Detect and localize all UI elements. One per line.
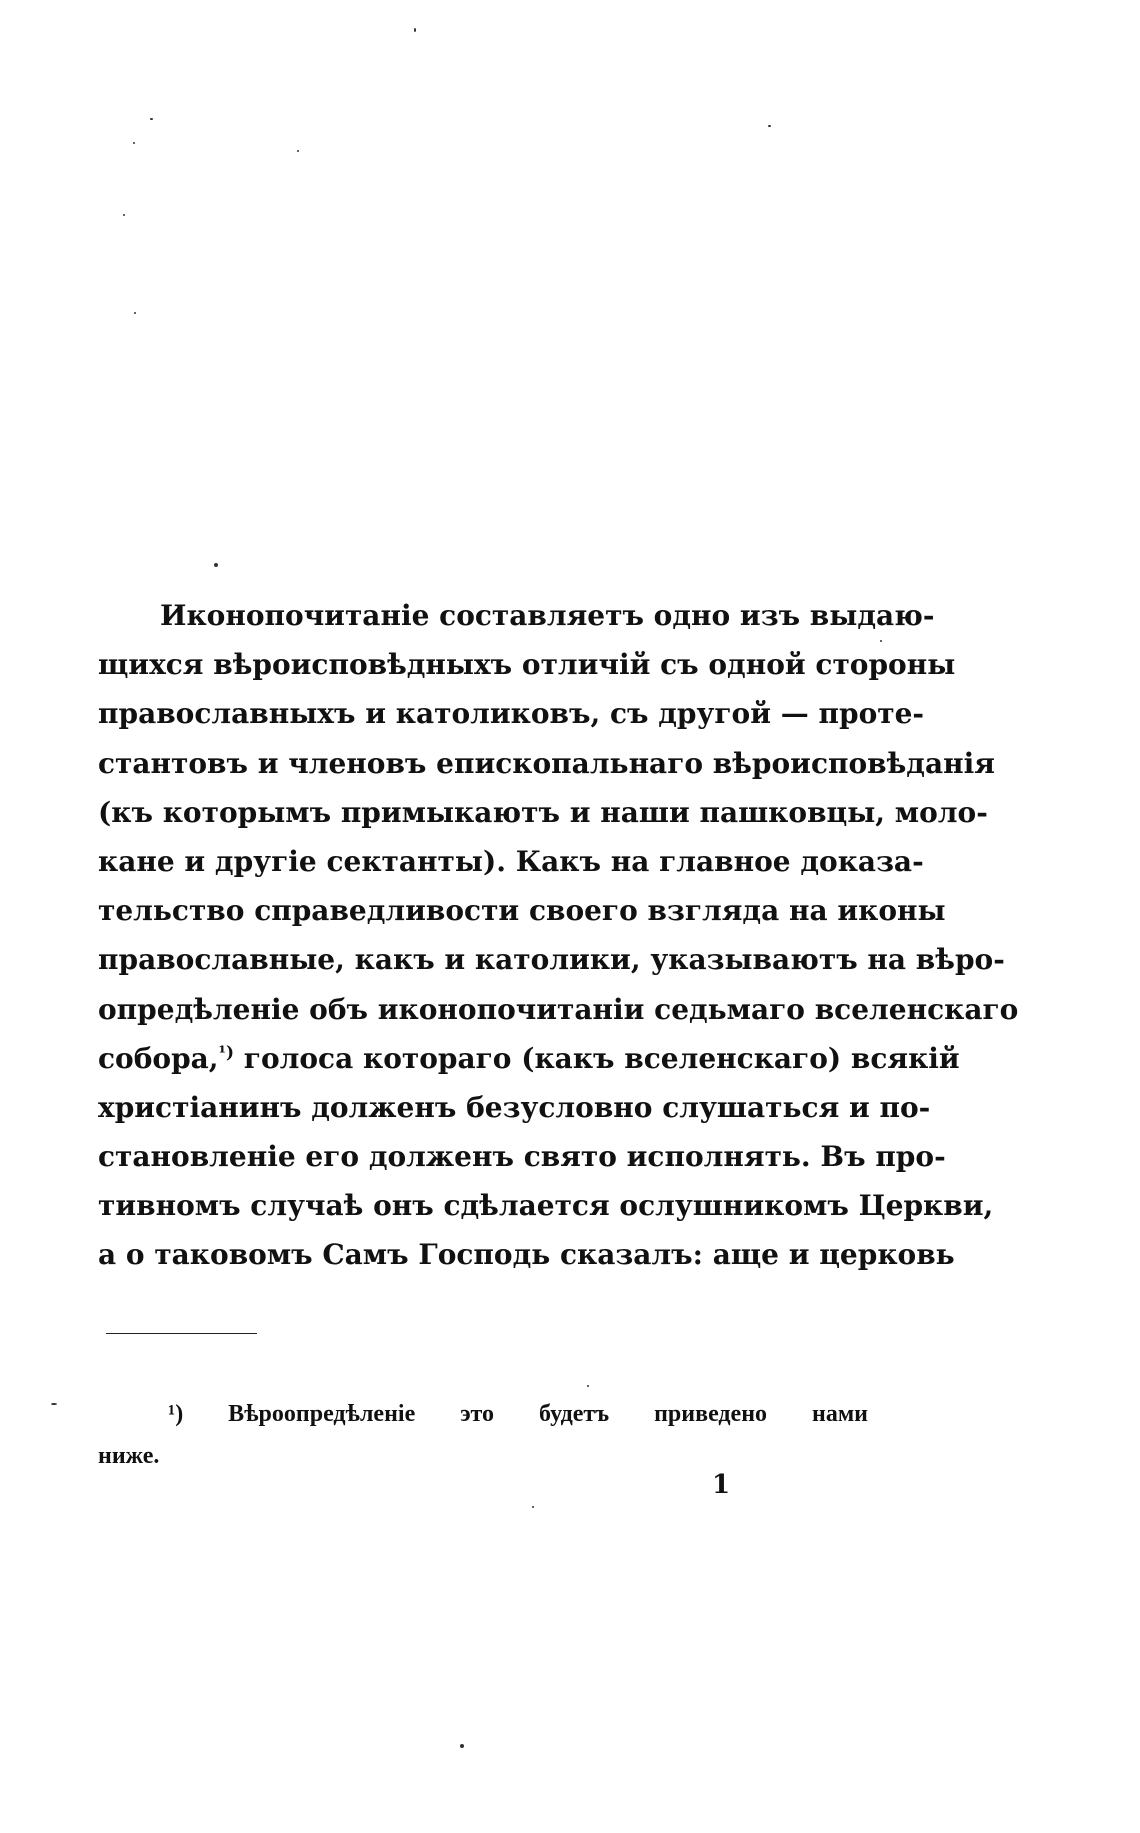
footnote — [98, 1393, 868, 1477]
text-line: щихся вѣроисповѣдныхъ отличій съ одной стороны — [98, 648, 956, 682]
text-line: кане и другіе сектанты). Какъ на главное доказа- — [98, 844, 924, 878]
scan-speck — [134, 312, 136, 314]
text-line: православные, какъ и католики, указываютъ на вѣро- — [98, 943, 1005, 977]
text-fragment: собора, — [98, 1041, 219, 1075]
scan-speck — [880, 640, 882, 642]
scan-speck — [214, 563, 218, 567]
text-line: тивномъ случаѣ онъ сдѣлается ослушникомъ Церкви, — [98, 1189, 994, 1223]
footnote-line: ¹) Вѣроопредѣленіе это будетъ приведено нами — [168, 1401, 868, 1427]
text-line: стантовъ и членовъ епископальнаго вѣроисповѣданія — [98, 746, 995, 780]
scan-speck — [414, 28, 416, 32]
scan-speck — [150, 118, 153, 120]
scan-speck — [587, 1385, 589, 1387]
footnote-divider — [106, 1333, 257, 1334]
text-line: (къ которымъ примыкаютъ и наши пашковцы, моло- — [98, 795, 988, 829]
text-line: Иконопочитаніе составляетъ одно изъ выдаю- — [160, 599, 935, 632]
text-fragment: голоса котораго (какъ вселенскаго) всякій — [243, 1041, 960, 1075]
text-line — [98, 1034, 960, 1083]
scan-speck — [532, 1506, 534, 1508]
text-line: а о таковомъ Самъ Господь сказалъ: аще и церковь — [98, 1238, 955, 1272]
text-line: тельство справедливости своего взгляда на иконы — [98, 894, 946, 928]
text-line: становленіе его долженъ свято исполнять. Въ про- — [98, 1140, 946, 1174]
text-line: опредѣленіе объ иконопочитаніи седьмаго вселенскаго — [98, 992, 1019, 1026]
footnote-reference: ¹) — [218, 1042, 235, 1063]
page-number: 1 — [712, 1470, 731, 1500]
scan-speck — [297, 150, 299, 152]
scan-speck — [768, 125, 771, 127]
scan-speck — [51, 1403, 57, 1405]
scan-speck — [460, 1744, 464, 1748]
main-paragraph — [98, 591, 1019, 1280]
text-line: христіанинъ долженъ безусловно слушаться и по- — [98, 1090, 931, 1124]
text-line: православныхъ и католиковъ, съ другой — проте- — [98, 697, 925, 731]
scan-speck — [123, 214, 125, 216]
footnote-line: ниже. — [98, 1443, 160, 1469]
scan-speck — [133, 142, 135, 144]
